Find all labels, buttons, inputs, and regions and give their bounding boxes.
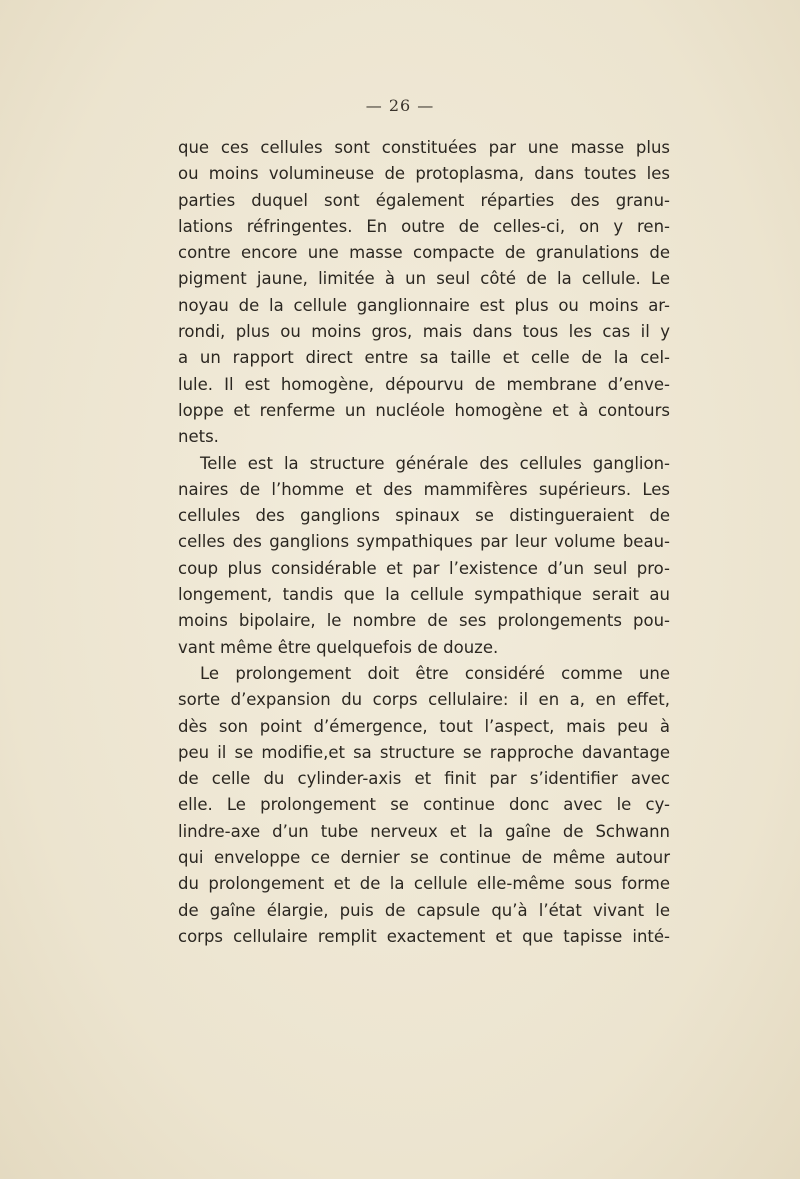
- text-line: peu il se modifie,et sa structure se rapproche davantage: [178, 742, 670, 762]
- text-line: dès son point d’émergence, tout l’aspect, mais peu à: [178, 716, 670, 736]
- text-line: loppe et renferme un nucléole homogène et à contours: [178, 400, 670, 420]
- text-line: du prolongement et de la cellule elle-même sous forme: [178, 874, 670, 894]
- text-line: sorte d’expansion du corps cellulaire: il en a, en effet,: [178, 690, 670, 710]
- text-line: pigment jaune, limitée à un seul côté de la cellule. Le: [178, 269, 670, 289]
- text-line: rondi, plus ou moins gros, mais dans tous les cas il y: [178, 322, 670, 342]
- text-line: Le prolongement doit être considéré comme une: [200, 663, 670, 683]
- text-line: de gaîne élargie, puis de capsule qu’à l’état vivant le: [178, 900, 670, 920]
- text-line: noyau de la cellule ganglionnaire est plus ou moins ar-: [178, 295, 670, 315]
- text-line: vant même être quelquefois de douze.: [178, 637, 499, 657]
- text-line: naires de l’homme et des mammifères supérieurs. Les: [178, 479, 670, 499]
- text-line: lindre-axe d’un tube nerveux et la gaîne de Schwann: [178, 821, 670, 841]
- text-line: moins bipolaire, le nombre de ses prolongements pou-: [178, 611, 670, 631]
- text-line: parties duquel sont également réparties des granu-: [178, 190, 670, 210]
- text-line: lule. Il est homogène, dépourvu de membrane d’enve-: [178, 374, 670, 394]
- text-line: que ces cellules sont constituées par une masse plus: [178, 138, 670, 157]
- text-line: qui enveloppe ce dernier se continue de même autour: [178, 848, 670, 868]
- text-line: corps cellulaire remplit exactement et que tapisse inté-: [178, 926, 670, 946]
- text-line: nets.: [178, 427, 219, 447]
- text-line: de celle du cylinder-axis et finit par s’identifier avec: [178, 769, 670, 789]
- text-line: ou moins volumineuse de protoplasma, dans toutes les: [178, 164, 670, 184]
- text-line: coup plus considérable et par l’existence d’un seul pro-: [178, 558, 670, 578]
- text-line: a un rapport direct entre sa taille et celle de la cel-: [178, 348, 670, 368]
- text-line: Telle est la structure générale des cellules ganglion-: [200, 453, 670, 473]
- page-number: — 26 —: [365, 96, 435, 115]
- text-line: contre encore une masse compacte de granulations de: [178, 243, 670, 263]
- body-text: [178, 135, 670, 950]
- text-line: elle. Le prolongement se continue donc avec le cy-: [178, 795, 670, 815]
- text-line: celles des ganglions sympathiques par leur volume beau-: [178, 532, 670, 552]
- text-line: lations réfringentes. En outre de celles-ci, on y ren-: [178, 216, 670, 236]
- text-line: longement, tandis que la cellule sympathique serait au: [178, 585, 670, 605]
- text-line: cellules des ganglions spinaux se distingueraient de: [178, 506, 670, 526]
